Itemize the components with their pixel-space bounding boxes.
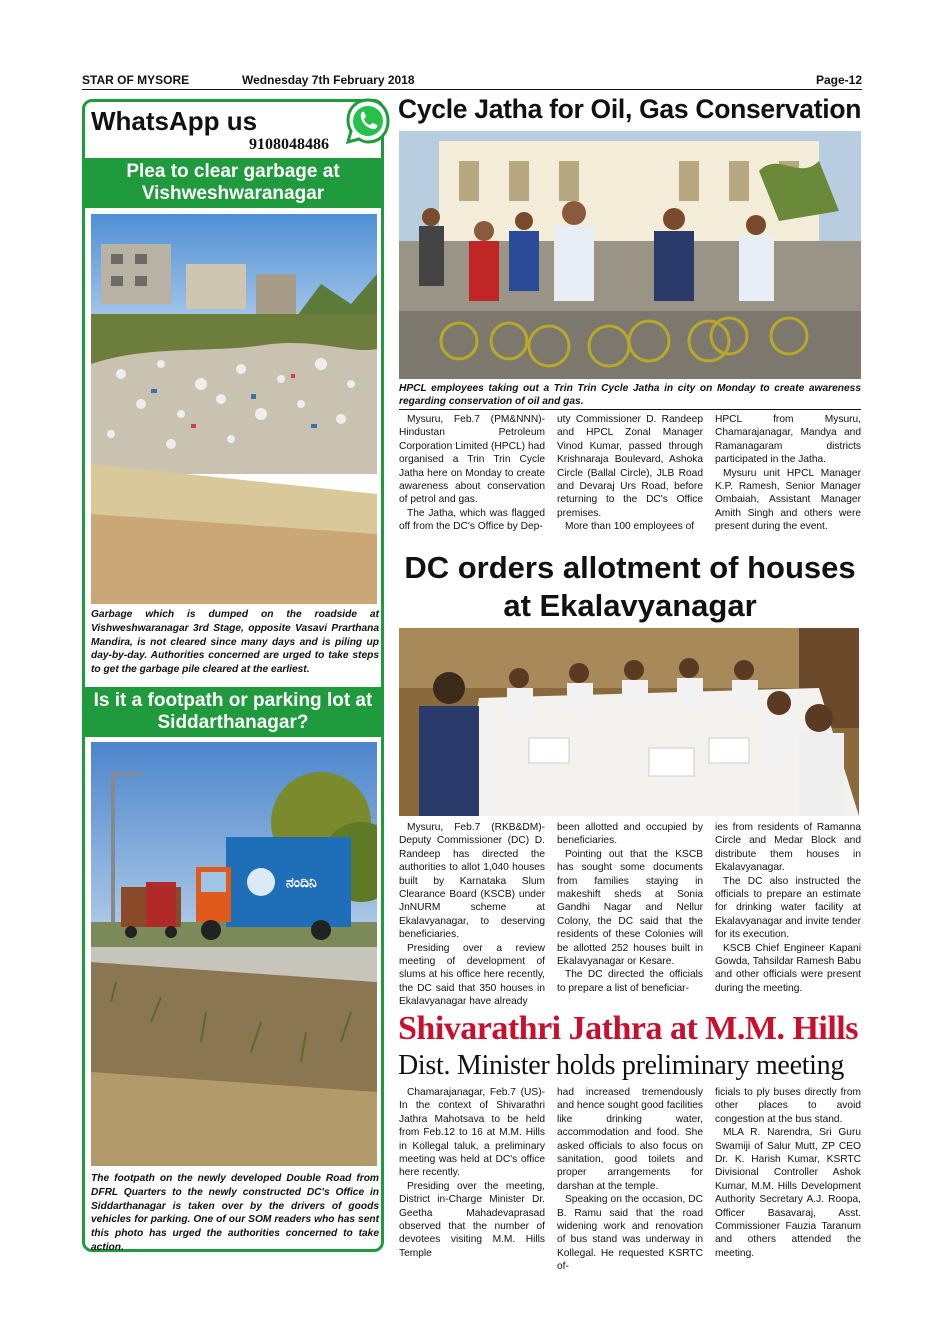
article2-paragraph: Mysuru, Feb.7 (RKB&DM)- Deputy Commissioner (DC) D. Randeep has directed the authorities to allot 1,040 houses built by Karnataka Slum Clearance Board (KSCB) under JnNURM scheme at Ekalavyanagar, to deserving beneficiaries.: [399, 822, 545, 941]
article2-paragraph: Presiding over a review meeting of development of slums at his office here recently, the DC said that 350 houses in Ekalavyanagar have already: [399, 942, 545, 1008]
article2-paragraph: KSCB Chief Engineer Kapani Gowda, Tahsildar Ramesh Babu and other officials were present during the meeting.: [715, 942, 861, 994]
cycle-jatha-caption: HPCL employees taking out a Trin Trin Cycle Jatha in city on Monday to create awareness regarding conservation of oil and gas.: [399, 382, 861, 410]
shivarathri-body: [399, 1086, 861, 1274]
article1-paragraph: The Jatha, which was flagged off from the DC's Office by Dep-: [399, 507, 545, 533]
cycle-jatha-headline: Cycle Jatha for Oil, Gas Conservation: [398, 94, 862, 124]
article2-paragraph: Pointing out that the KSCB has sought some documents from families staying in makeshift sheds at Sonia Gandhi Nagar and Nellur Colony, the DC said that the residents of these Colonies will be allotted 252 houses built in Ekalavyanagar or Kesare.: [557, 848, 703, 968]
cycle-jatha-body: [399, 413, 861, 534]
article1-paragraph: Mysuru, Feb.7 (PM&NNN)- Hindustan Petroleum Corporation Limited (HPCL) had organised a Trin Trin Cycle Jatha here on Monday to create awareness about conservation of petrol and gas.: [399, 414, 545, 506]
article2-paragraph: ies from residents of Ramanna Circle and Medar Block and distribute them houses in Ekalavyanagar.: [715, 822, 861, 874]
whatsapp-icon: [343, 96, 393, 146]
article2-paragraph: The DC directed the officials to prepare a list of beneficiar-: [557, 969, 703, 994]
article1-paragraph: HPCL from Mysuru, Chamarajanagar, Mandya and Ramanagaram districts participated in the Jatha.: [715, 414, 861, 466]
article1-col2: [557, 413, 703, 534]
footpath-photo: [91, 742, 377, 1166]
article3-paragraph: Speaking on the occasion, DC B. Ramu said that the road widening work and renovation of bus stand was underway in Kollegal. He requested KSRTC of-: [557, 1194, 703, 1273]
dc-orders-headline-line2: at Ekalavyanagar: [503, 588, 757, 623]
article3-paragraph: ficials to ply buses directly from other places to avoid congestion at the bus stand.: [715, 1087, 861, 1125]
garbage-heading: Plea to clear garbage at Vishweshwaranagar: [85, 158, 381, 208]
article1-paragraph: uty Commissioner D. Randeep and HPCL Zonal Manager Vinod Kumar, passed through Krishnaraja Boulevard, Ashoka Circle (Ballal Circle), JLB Road and Devaraj Urs Road, before returning to the DC's Office premises.: [557, 414, 703, 519]
masthead: [82, 70, 862, 90]
article2-col2: [557, 821, 703, 1009]
article1-paragraph: Mysuru unit HPCL Manager K.P. Ramesh, Senior Manager Ombaiah, Assistant Manager Amith Singh and others were present during the event.: [715, 467, 861, 533]
article3-col3: [715, 1086, 861, 1274]
dc-orders-headline-line1: DC orders allotment of houses: [404, 550, 856, 585]
article3-col1: [399, 1086, 545, 1274]
whatsapp-sidebar: [82, 99, 384, 1252]
article1-paragraph: More than 100 employees of: [565, 521, 695, 533]
article3-paragraph: had increased tremendously and hence sought good facilities like drinking water, accommodation and food. She asked officials to also focus on sanitation, good toilets and proper arrangements for darshan at the temple.: [557, 1087, 703, 1192]
cycle-jatha-photo: [399, 131, 861, 379]
review-meeting-photo: [399, 628, 859, 816]
footpath-heading: Is it a footpath or parking lot at Siddarthanagar?: [85, 687, 381, 737]
shivarathri-headline: Shivarathri Jathra at M.M. Hills: [398, 1010, 858, 1047]
dc-orders-body: [399, 821, 861, 1009]
article2-col1: [399, 821, 545, 1009]
article3-paragraph: MLA R. Narendra, Sri Guru Swamiji of Salur Mutt, ZP CEO Dr. K. Harish Kumar, KSRTC Divisional Controller Ashok Kumar, M.M. Hills Development Authority Secretary A.J. Roopa, Officer Basavaraj, Asst. Commissioner Fauzia Taranum and others attended the meeting.: [715, 1127, 861, 1259]
truck-brand-text: ನಂದಿನಿ: [286, 875, 317, 891]
shivarathri-subheadline: Dist. Minister holds preliminary meeting: [398, 1050, 845, 1081]
article2-col3: [715, 821, 861, 1009]
article3-paragraph: Presiding over the meeting, District in-Charge Minister Dr. Geetha Mahadevaprasad observed that the number of devotees visiting M.M. Hills Temple: [399, 1180, 545, 1259]
garbage-photo: [91, 214, 377, 604]
article1-col3: [715, 413, 861, 534]
whatsapp-title: WhatsApp us: [91, 106, 258, 136]
issue-date: Wednesday 7th February 2018: [242, 73, 415, 87]
paper-name: STAR OF MYSORE: [82, 73, 190, 87]
article1-col1: [399, 413, 545, 534]
article2-paragraph: been allotted and occupied by beneficiaries.: [557, 822, 703, 847]
article3-col2: [557, 1086, 703, 1274]
whatsapp-number: 9108048486: [249, 136, 329, 153]
article2-paragraph: The DC also instructed the officials to prepare an estimate for drinking water facility at Ekalavyanagar and invite tender for its execution.: [715, 875, 861, 941]
footpath-caption: The footpath on the newly developed Double Road from DFRL Quarters to the newly constructed DC's Office in Siddarthanagar is taken over by the drivers of goods vehicles for parking. One of our SOM readers who has sent this photo has urged the authorities concerned to take action.: [91, 1173, 379, 1253]
article3-paragraph: Chamarajanagar, Feb.7 (US)- In the context of Shivarathri Jathra Mahotsava to be held from Feb.12 to 16 at M.M. Hills in Kollegal taluk, a preliminary meeting was held at DC's office here recently.: [399, 1087, 545, 1179]
garbage-caption: Garbage which is dumped on the roadside at Vishweshwaranagar 3rd Stage, opposite Vasavi Prarthana Mandira, is not cleared since many days and is piling up day-by-day. Authorities concerned are urged to take steps to get the garbage pile cleared at the earliest.: [91, 609, 379, 676]
page-number: Page-12: [815, 73, 862, 87]
